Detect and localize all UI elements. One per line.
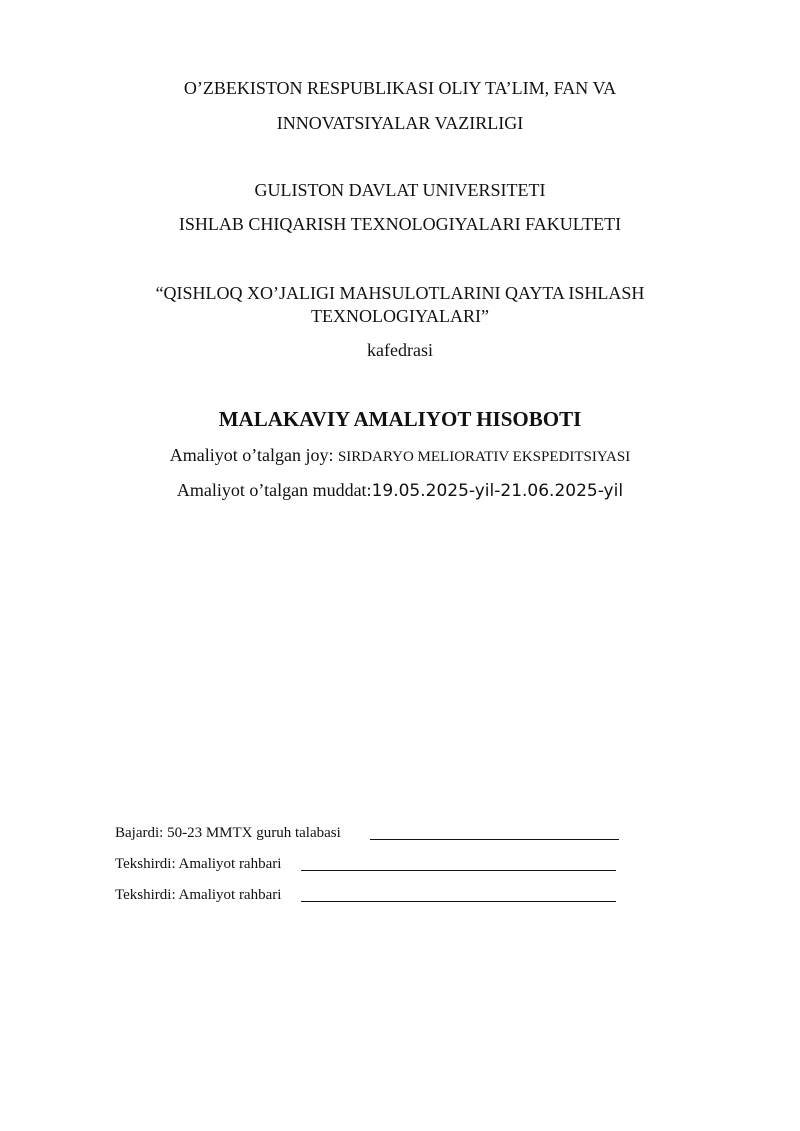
ministry-line-1: O’ZBEKISTON RESPUBLIKASI OLIY TA’LIM, FAN VA bbox=[183, 78, 617, 98]
practice-place-value: SIRDARYO MELIORATIV EKSPEDITSIYASI bbox=[337, 449, 631, 465]
ministry-line-2: INNOVATSIYALAR VAZIRLIGI bbox=[276, 113, 524, 133]
practice-place bbox=[0, 444, 800, 468]
signature-supervisor-1-label: Tekshirdi: Amaliyot rahbari bbox=[115, 856, 282, 872]
university-name: GULISTON DAVLAT UNIVERSITETI bbox=[254, 180, 546, 200]
signature-supervisor-2-line bbox=[301, 901, 616, 902]
department-line-1: “QISHLOQ XO’JALIGI MAHSULOTLARINI QAYTA ISHLASH bbox=[155, 283, 645, 303]
signature-supervisor-2-label: Tekshirdi: Amaliyot rahbari bbox=[115, 887, 282, 903]
signature-performer-label: Bajardi: 50-23 MMTX guruh talabasi bbox=[115, 825, 341, 841]
report-title: MALAKAVIY AMALIYOT HISOBOTI bbox=[218, 407, 582, 431]
signature-performer-line bbox=[370, 839, 619, 840]
practice-period-label: Amaliyot o’talgan muddat: bbox=[176, 480, 372, 500]
department-line-2: TEXNOLOGIYALARI” bbox=[311, 306, 489, 326]
faculty-name: ISHLAB CHIQARISH TEXNOLOGIYALARI FAKULTETI bbox=[178, 214, 622, 234]
practice-place-label: Amaliyot o’talgan joy: bbox=[169, 445, 338, 465]
signature-supervisor-1-line bbox=[301, 870, 616, 871]
practice-period-value: 19.05.2025-yil-21.06.2025-yil bbox=[371, 481, 624, 501]
department-suffix: kafedrasi bbox=[367, 340, 433, 360]
practice-period bbox=[0, 479, 800, 502]
